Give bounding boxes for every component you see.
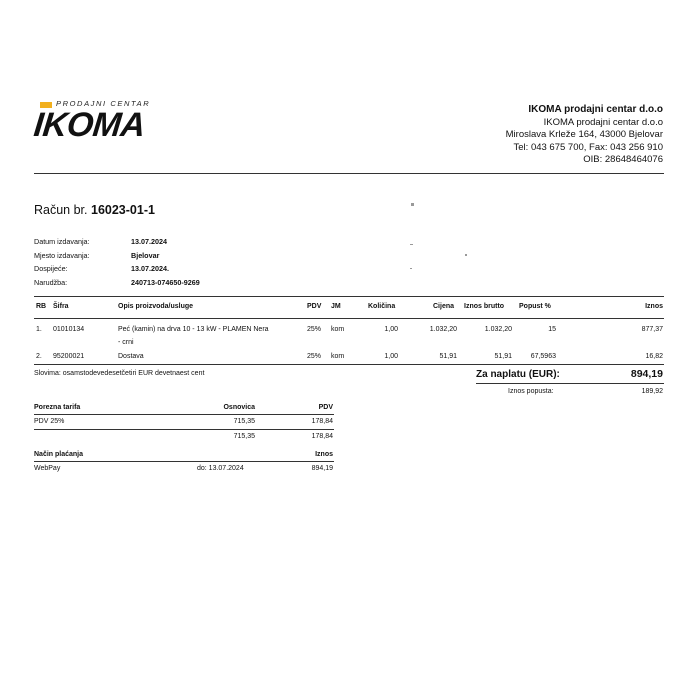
tax-header-rule [34, 414, 334, 415]
tax-row-osnovica: 715,35 [233, 418, 255, 425]
invoice-title [34, 203, 155, 217]
invoice-number: 16023-01-1 [91, 203, 155, 217]
tax-row-rule [34, 429, 334, 430]
scan-speck [411, 203, 414, 206]
due-amount: 894,19 [630, 368, 663, 380]
meta-value: 13.07.2024. [131, 264, 169, 274]
row-opis-cont: - crni [118, 339, 134, 346]
meta-value: Bjelovar [131, 250, 160, 260]
row-jm: kom [331, 326, 345, 333]
logo-wordmark: IKOMA [32, 106, 147, 144]
col-cijena: Cijena [433, 303, 455, 310]
col-sifra: Šifra [53, 303, 69, 310]
scan-speck [410, 244, 413, 245]
row-pdv: 25% [307, 353, 322, 360]
items-table-header-rule [34, 318, 664, 319]
row-iznos-brutto: 1.032,20 [484, 326, 512, 333]
row-pdv: 25% [307, 326, 322, 333]
invoice-meta [34, 235, 200, 290]
invoice-title-prefix: Račun br. [34, 203, 88, 217]
payment-header-rule [34, 461, 334, 462]
items-table-bottom-rule [34, 364, 664, 365]
company-logo [34, 100, 174, 144]
tax-col-tarifa: Porezna tarifa [34, 404, 81, 411]
scan-speck [465, 254, 467, 256]
row-sifra: 01010134 [53, 326, 85, 333]
col-rb: RB [36, 303, 47, 310]
row-iznos: 16,82 [645, 353, 663, 360]
tax-total-osnovica: 715,35 [233, 433, 255, 440]
tax-col-osnovica: Osnovica [223, 404, 255, 411]
company-info [506, 104, 663, 167]
meta-value: 240713-074650-9269 [131, 278, 200, 288]
tax-row-pdv: 178,84 [311, 418, 333, 425]
meta-row-due [34, 262, 200, 276]
col-opis: Opis proizvoda/usluge [118, 303, 194, 310]
col-jm: JM [331, 303, 341, 310]
meta-row-order [34, 276, 200, 290]
amount-in-words: Slovima: osamstodevedesetčetiri EUR devetnaest cent [34, 370, 205, 377]
tax-col-pdv: PDV [318, 404, 333, 411]
company-oib: OIB: 28648464076 [583, 154, 663, 165]
row-rb: 2. [36, 353, 42, 360]
col-kolicina: Količina [368, 303, 396, 310]
col-iznos-brutto: Iznos brutto [464, 303, 505, 310]
items-table-top-rule [34, 296, 664, 297]
row-jm: kom [331, 353, 345, 360]
col-popust: Popust % [519, 303, 551, 310]
company-address: Miroslava Krleže 164, 43000 Bjelovar [505, 129, 663, 140]
logo-subtitle: PRODAJNI CENTAR [56, 99, 151, 108]
meta-row-place [34, 249, 200, 263]
row-popust: 67,5963 [530, 353, 556, 360]
row-kolicina: 1,00 [384, 326, 398, 333]
tax-total-pdv: 178,84 [311, 433, 333, 440]
payment-col-nacin: Način plaćanja [34, 451, 84, 458]
discount-label: Iznos popusta: [508, 388, 554, 395]
payment-row-amount: 894,19 [311, 465, 333, 472]
meta-label: Datum izdavanja: [34, 237, 90, 246]
col-pdv: PDV [307, 303, 322, 310]
payment-col-iznos: Iznos [315, 451, 333, 458]
row-rb: 1. [36, 326, 42, 333]
meta-value: 13.07.2024 [131, 237, 167, 246]
row-sifra: 95200021 [53, 353, 85, 360]
payment-row-method: WebPay [34, 465, 61, 472]
tax-row-tarifa: PDV 25% [34, 418, 65, 425]
header-divider [34, 173, 664, 174]
row-cijena: 1.032,20 [429, 326, 457, 333]
row-cijena: 51,91 [439, 353, 457, 360]
company-name: IKOMA prodajni centar d.o.o [528, 104, 663, 115]
row-kolicina: 1,00 [384, 353, 398, 360]
meta-label: Narudžba: [34, 278, 68, 288]
company-phone: Tel: 043 675 700, Fax: 043 256 910 [513, 141, 663, 153]
meta-label: Mjesto izdavanja: [34, 250, 90, 260]
row-iznos: 877,37 [641, 326, 663, 333]
due-label: Za naplatu (EUR): [476, 369, 560, 380]
payment-row-deadline: do: 13.07.2024 [197, 465, 244, 472]
discount-amount: 189,92 [641, 388, 663, 395]
scan-speck [410, 268, 412, 269]
row-popust: 15 [548, 326, 556, 333]
row-iznos-brutto: 51,91 [494, 353, 512, 360]
due-underline [476, 383, 664, 384]
col-iznos: Iznos [645, 303, 663, 310]
row-opis: Peć (kamin) na drva 10 - 13 kW - PLAMEN Nera [118, 326, 269, 333]
meta-label: Dospijeće: [34, 264, 68, 274]
company-line-1: IKOMA prodajni centar d.o.o [543, 116, 663, 128]
row-opis: Dostava [118, 353, 144, 360]
meta-row-date [34, 235, 200, 249]
